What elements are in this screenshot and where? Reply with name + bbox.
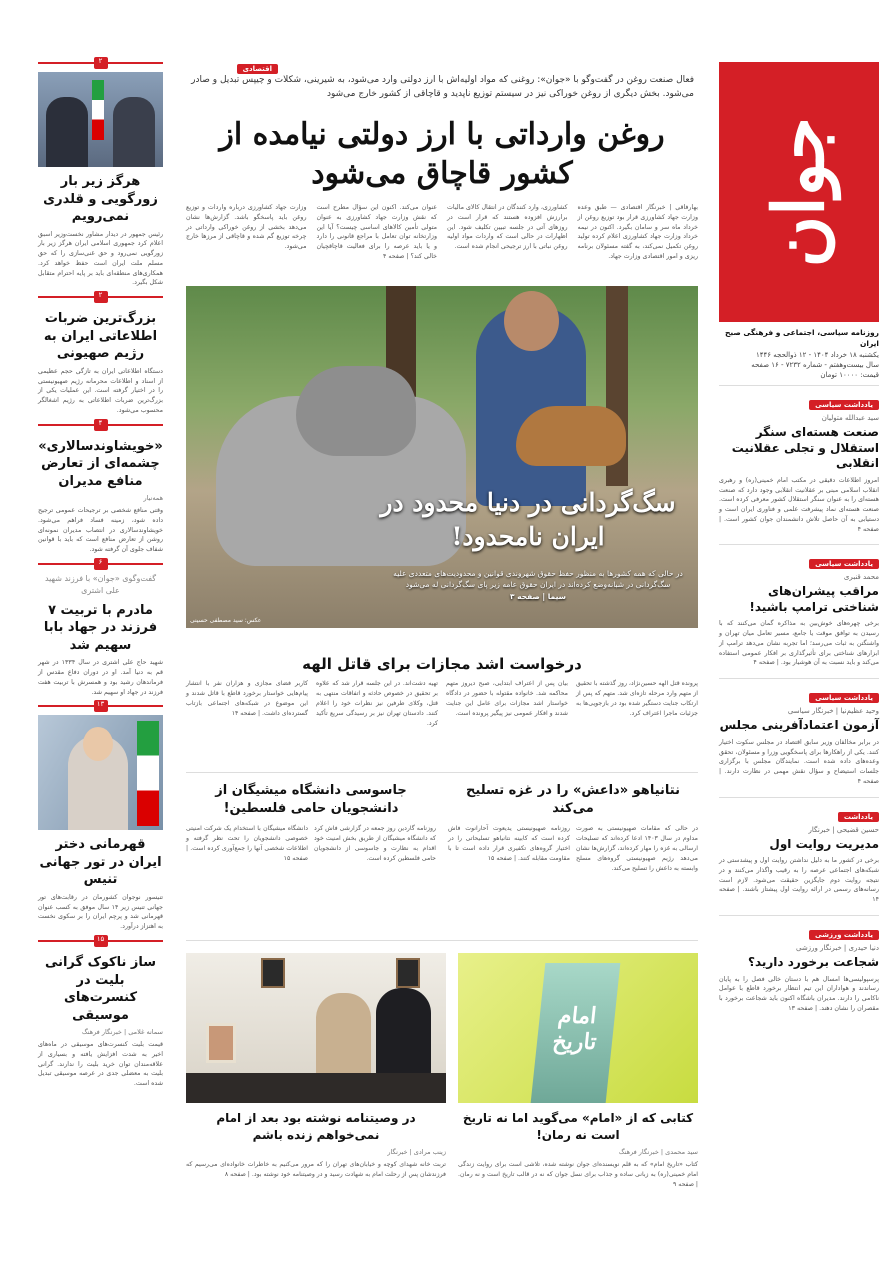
netanyahu-title[interactable]: نتانیاهو «داعش» را در غزه تسلیح می‌کند bbox=[466, 783, 680, 817]
left-story[interactable] bbox=[38, 291, 163, 415]
netanyahu-columns bbox=[448, 824, 698, 874]
left-story[interactable] bbox=[38, 557, 163, 697]
note-title[interactable]: شجاعت برخورد دارید؟ bbox=[748, 954, 879, 969]
note-author: حسین قضیحی | خبرنگار bbox=[808, 825, 879, 834]
will-story[interactable] bbox=[186, 1110, 446, 1180]
page-number-badge: ۱۵ bbox=[94, 935, 108, 947]
book-story-title[interactable]: کتابی که از «امام» می‌گوید اما نه تاریخ است نه رمان! bbox=[462, 1111, 694, 1143]
top-story-column: وزارت جهاد کشاورزی درباره واردات و توزیع روغن باید پاسخگو باشد. گزارش‌ها نشان می‌دهد بخشی از روغن خوراکی وارداتی در چرخه توزیع گم شده و قاچاقی از مرزها خارج می‌شود. bbox=[186, 204, 307, 250]
left-story-body: وقتی منافع شخصی بر ترجیحات عمومی ترجیح داده شود، زمینه فساد فراهم می‌شود. خویشاوندسالاری در انتصاب مدیران نمونه‌ای روشن از تعارض منافع است که باید با قوانین شفاف جلوی آن گرفته شود. bbox=[38, 507, 163, 554]
michigan-column: روزنامه گاردین روز جمعه در گزارشی فاش کرد که دانشگاه میشیگان از طریق بخش امنیت خود اقدام به نظارت و جاسوسی از دانشجویان حامی فلسطین کرده است. bbox=[314, 825, 436, 863]
left-story-title[interactable]: قهرمانی دختر ایران در تور جهانی تنیس bbox=[39, 837, 162, 888]
left-story-body: دستگاه اطلاعاتی ایران به تازگی حجم عظیمی از اسناد و اطلاعات محرمانه رژیم صهیونیستی را در اختیار گرفته است. این عملیات یکی از بزرگ‌ترین ضربات اطلاعاتی به رژیم اشغالگر محسوب می‌شود. bbox=[38, 367, 163, 414]
masthead-issue: سال بیست‌وهفتم - شماره ۷۲۳۲ - ۱۶ صفحه bbox=[751, 360, 879, 369]
page-number-badge: ۴ bbox=[94, 419, 108, 431]
family-photo[interactable] bbox=[186, 953, 446, 1103]
page-number-badge: ۲ bbox=[94, 57, 108, 69]
top-story-kicker: فعال صنعت روغن در گفت‌وگو با «جوان»: روغنی که مواد اولیه‌اش با ارز دولتی وارد می‌شود، به شیرینی، شکلات و چیپس تبدیل و صادر می‌شود. بخش دیگری از روغن خوراکی نیز در سیستم توزیع ناپدید و قاچاقی از کشور خارج می‌شود bbox=[191, 75, 694, 99]
note-tag: یادداشت سیاسی bbox=[809, 400, 879, 410]
left-story-body: رئیس جمهور در دیدار مشاور نخست‌وزیر اسبق اعلام کرد جمهوری اسلامی ایران هرگز زیر بار زورگویی نمی‌رود و حق غنی‌سازی را که حق مسلم ملت ایران است حفظ خواهد کرد. همکاری‌های منطقه‌ای باید بر پایه احترام متقابل شکل بگیرد. bbox=[38, 230, 163, 287]
left-story-title[interactable]: مادرم با تربیت ۷ فرزند در جهاد بابا سهیم شد bbox=[43, 602, 158, 653]
mid-story-column: کاربر فضای مجازی و هزاران نفر با انتشار پیام‌هایی خواستار برخورد قاطع با قاتل شدند و این موضوع در شبکه‌های اجتماعی بازتاب گسترده‌ای داشت. | صفحه ۱۴ bbox=[186, 680, 308, 717]
will-story-text: تربت خانه شهدای کوچه و خیابان‌های تهران را که مرور می‌کنیم به خاطرات خانواده‌ای می‌رسیم که فرزندشان پس از رحلت امام به شهادت رسید و در وصیتنامه خود نوشته بود. | صفحه ۸ bbox=[186, 1160, 446, 1178]
mid-story[interactable] bbox=[186, 655, 698, 729]
note-title[interactable]: مراقب پیشران‌های شناختی ترامپ باشید! bbox=[749, 584, 879, 614]
meeting-photo bbox=[38, 72, 163, 167]
left-story-title[interactable]: ساز ناکوک گرانی بلیت در کنسرت‌های موسیقی bbox=[44, 954, 157, 1023]
note-body: امروز اطلاعات دقیقی در مکتب امام خمینی(ره) و رهبری انقلاب اسلامی مبنی بر عقلانیت انقلابی وجود دارد که صنعت هسته‌ای را به عنوان سنگر استقلال کشور معرفی کرده است. صنعت هسته‌ای نماد پیشرفت علمی و فناوری ایران است و دستیابی به آن حاصل تلاش دانشمندان جوان کشور است. | صفحه ۴ bbox=[719, 476, 879, 533]
note-tag: یادداشت سیاسی bbox=[809, 693, 879, 703]
mid-story-column: تهیه دشت‌اند. در این جلسه قرار شد که علاوه بر تحقیق در خصوص حادثه و اتفاقات منتهی به قتل، وکلای طرفین نیز نظرات خود را اعلام کنند. دادستان تهران نیز بر رسیدگی سریع تأکید کرد. bbox=[316, 680, 438, 727]
page-number-badge: ۱۳ bbox=[94, 700, 108, 712]
top-story-column: عنوان می‌کند. اکنون این سؤال مطرح است که نقش وزارت جهاد کشاورزی به عنوان متولی تأمین کالاهای اساسی چیست؟ آیا این وزارتخانه توان تعامل با مراجع قانونی را دارد و یا باید عرصه را برای فعالیت قاچاقچیان خالی کند؟ | صفحه ۴ bbox=[316, 204, 437, 260]
divider bbox=[186, 772, 698, 773]
left-story-author: همه‌نیار bbox=[143, 494, 163, 503]
book-story-text: کتاب «تاریخ امام» که به قلم نویسنده‌ای جوان نوشته شده، تلاشی است برای روایت زندگی امام خمینی(ره) به زبانی ساده و جذاب برای نسل جوان که نه در قالب تاریخ است و نه رمان. | صفحه ۹ bbox=[458, 1160, 698, 1188]
note-title[interactable]: صنعت هسته‌ای سنگر استقلال و تجلی عقلانیت انقلابی bbox=[731, 425, 879, 471]
left-story[interactable] bbox=[38, 57, 163, 288]
hero-caption-text: در حالی که همه کشورها به منظور حفظ حقوق شهروندی قوانین و محدودیت‌های متعددی علیه سگ‌گردانی در شبانه‌وضع کرده‌اند در ایران حقوق عامه زیر پای سگ‌گردانی له می‌شود bbox=[393, 569, 683, 590]
left-story-title[interactable]: «خویشاوندسالاری» چشمه‌ای از تعارض منافع مدیران bbox=[38, 438, 163, 489]
left-story[interactable] bbox=[38, 700, 163, 932]
mid-story-title[interactable]: درخواست اشد مجازات برای قاتل الهه bbox=[302, 655, 582, 673]
divider bbox=[186, 940, 698, 941]
masthead-tagline: روزنامه سیاسی، اجتماعی و فرهنگی صبح ایران bbox=[725, 328, 879, 348]
left-story[interactable] bbox=[38, 934, 163, 1089]
masthead-info bbox=[719, 328, 879, 380]
netanyahu-story[interactable] bbox=[448, 782, 698, 874]
note-author: وحید عظیم‌نیا | خبرنگار سیاسی bbox=[787, 707, 879, 716]
top-story-column: بهارفاقی | خبرنگار اقتصادی — طبق وعده وزارت جهاد کشاورزی قرار بود توزیع روغن از خرداد ماه سر و سامان بگیرد. اکنون در نیمه خرداد وزارت جهاد کشاورزی اعلام کرده تولید روغن تکمیل نمی‌کند، به گفته مسئولان برنامه ریزی و امور اقتصادی وزارت جهاد. bbox=[577, 204, 698, 260]
note-author: سید عبدالله متولیان bbox=[821, 414, 879, 422]
page-number-badge: ۶ bbox=[94, 558, 108, 570]
michigan-title[interactable]: جاسوسی دانشگاه میشیگان از دانشجویان حامی فلسطین! bbox=[215, 783, 407, 817]
note-tag: یادداشت سیاسی bbox=[809, 559, 879, 569]
right-note[interactable] bbox=[719, 797, 879, 905]
note-author: محمد قنبری bbox=[843, 573, 879, 582]
masthead-date: یکشنبه ۱۸ خرداد ۱۴۰۴ - ۱۲ ذوالحجه ۱۴۴۶ bbox=[755, 350, 879, 359]
page-number-badge: ۲ bbox=[94, 291, 108, 303]
top-story[interactable] bbox=[186, 62, 698, 262]
left-story[interactable] bbox=[38, 418, 163, 555]
michigan-columns bbox=[186, 824, 436, 864]
netanyahu-column: روزنامه صهیونیستی یدیعوت آحارانوت فاش کرده است که کابینه نتانیاهو تسلیحاتی را در اختیار گروه‌های تکفیری قرار داده است تا با مقاومت مقابله کنند. | صفحه ۱۵ bbox=[448, 825, 570, 863]
hero-caption bbox=[388, 568, 688, 602]
michigan-column: دانشگاه میشیگان با استخدام یک شرکت امنیتی خصوصی دانشجویان را تحت نظر گرفته و اطلاعات شخصی آنها را جمع‌آوری کرده است. | صفحه ۱۵ bbox=[186, 825, 308, 863]
note-body: برخی در کشور ما به دلیل نداشتن روایت اول و پیشدستی در شبکه‌های اجتماعی عرصه را به رقیب واگذار می‌کنند و در نتیجه روایت دوم جایگزین حقیقت می‌شود. لازم است رسانه‌های رسمی در ارائه روایت اول پیشتاز باشند. | صفحه ۱۴ bbox=[719, 857, 879, 904]
note-tag: یادداشت bbox=[838, 812, 879, 822]
right-note[interactable] bbox=[719, 385, 879, 534]
right-note[interactable] bbox=[719, 915, 879, 1014]
note-body: پرسپولیسی‌ها امسال هم با دستان خالی فصل را به پایان رساندند و هواداران این تیم انتظار برخورد قاطع با عوامل ناکامی را دارند. مدیران باشگاه اکنون باید شجاعت برخورد با مقصران را نشان دهند. | صفحه ۱۳ bbox=[719, 975, 879, 1012]
right-column bbox=[719, 385, 879, 1024]
note-tag: یادداشت ورزشی bbox=[809, 930, 879, 940]
hero-headline[interactable]: سگ‌گردانی در دنیا محدود در ایران نامحدود! bbox=[380, 488, 676, 551]
book-story-body bbox=[458, 1160, 698, 1190]
left-story-title[interactable]: هرگز زیر بار زورگویی و قلدری نمی‌رویم bbox=[43, 174, 158, 225]
note-author: دنیا حیدری | خبرنگار ورزشی bbox=[795, 943, 879, 952]
right-note[interactable] bbox=[719, 544, 879, 668]
left-column bbox=[38, 57, 163, 1097]
will-story-byline: زینب مرادی | خبرنگار bbox=[387, 1147, 446, 1156]
top-story-column: کشاورزی، وارد کنندگان در انتقال کالای مالیات برارزش افزوده هستند که قرار است در روزهای آتی در جلسه تبیین تکلیف شود. این اظهارات در حالی است که واردات مواد اولیه روغن نباتی با ارز ترجیحی انجام شده است. bbox=[447, 204, 568, 250]
top-story-headline[interactable]: روغن وارداتی با ارز دولتی نیامده از کشور قاچاق می‌شود bbox=[219, 117, 665, 191]
note-body: در برابر مخالفان وزیر سابق اقتصاد در مجلس سکوت اختیار کنند. یکی از راهکارها برای پاسخگویی وزرا و مسئولان، تحقق وعده‌های داده شده است. نمایندگان مجلس با برگزاری جلسات استیضاح و سؤال نقش مهمی در نظارت دارند. | صفحه ۴ bbox=[719, 738, 879, 785]
book-cover-text: امام تاریخ bbox=[551, 1003, 598, 1055]
michigan-story[interactable] bbox=[186, 782, 436, 864]
left-story-author: سمانه غلامی | خبرنگار فرهنگ bbox=[81, 1028, 163, 1037]
top-story-tag: اقتصادی bbox=[237, 64, 278, 74]
note-body: برخی چهره‌های خوش‌بین به مذاکره گمان می‌کنند که با رسیدن به توافق موقت یا جامع، مسیر تعامل میان تهران و واشنگتن به ثبات می‌رسد؛ اما تجربه نشان می‌دهد ترامپ از ابزارهای شناختی برای تأثیرگذاری بر افکار عمومی استفاده می‌کند و باید نسبت به آن هوشیار بود. | صفحه ۴ bbox=[719, 620, 879, 667]
will-story-body bbox=[186, 1160, 446, 1180]
right-note[interactable] bbox=[719, 678, 879, 786]
photo-credit: عکس: سید مصطفی حسینی bbox=[190, 617, 262, 624]
left-story-body: تنیسور نوجوان کشورمان در رقابت‌های تور جهانی تنیس زیر ۱۴ سال موفق به کسب عنوان قهرمانی شد و پرچم ایران را بر سکوی نخست به اهتزاز درآورد. bbox=[38, 893, 163, 931]
note-title[interactable]: آزمون اعتمادآفرینی مجلس bbox=[719, 718, 879, 733]
book-cover-image[interactable] bbox=[458, 953, 698, 1103]
mid-story-columns bbox=[186, 679, 698, 729]
mid-story-column: پرونده قتل الهه حسین‌نژاد، روز گذشته با تحقیق از متهم وارد مرحله تازه‌ای شد. متهم که پس از ارتکاب جنایت دستگیر شده بود در بازجویی‌ها به جزئیات ماجرا اعتراف کرد. bbox=[576, 680, 698, 717]
will-story-title[interactable]: در وصیتنامه نوشته بود بعد از امام نمی‌خواهم زنده باشم bbox=[216, 1111, 416, 1143]
left-story-title[interactable]: بزرگ‌ترین ضربات اطلاعاتی ایران به رژیم صهیونی bbox=[43, 311, 158, 362]
top-story-columns bbox=[186, 203, 698, 262]
masthead-logo: جوان bbox=[719, 62, 879, 322]
note-title[interactable]: مدیریت روایت اول bbox=[769, 836, 879, 851]
masthead-price: قیمت: ۱۰۰۰۰ تومان bbox=[820, 371, 879, 380]
left-story-kicker: گفت‌وگوی «جوان» با فرزند شهید علی اشتری bbox=[44, 573, 157, 596]
book-story[interactable] bbox=[458, 1110, 698, 1190]
tennis-player-photo bbox=[38, 715, 163, 830]
hero-photo[interactable] bbox=[186, 286, 698, 628]
left-story-body: شهید حاج علی اشتری در سال ۱۳۳۴ در شهر قم به دنیا آمد. او در دوران دفاع مقدس از فرماندهان رشید بود و همسرش با تربیت هفت فرزند در جهاد او سهیم شد. bbox=[38, 659, 163, 696]
netanyahu-column: در حالی که مقامات صهیونیستی به صورت مداوم در سال ۱۴۰۳ ادعا کرده‌اند که تسلیحات ارسالی به غزه را مهار کرده‌اند، گزارش‌ها نشان می‌دهد رژیم صهیونیستی گروه‌های مسلح وابسته به داعش را تسلیح می‌کند. bbox=[576, 825, 698, 873]
hero-caption-ref: سیما | صفحه ۳ bbox=[509, 591, 567, 601]
mid-story-column: بیان پس از اعتراف ابتدایی، صبح دیروز متهم محاکمه شد. خانواده مقتوله با حضور در دادگاه خواستار اشد مجازات برای عامل این جنایت شدند و افکار عمومی نیز پیگیر پرونده است. bbox=[446, 680, 568, 717]
book-story-byline: سید محمدی | خبرنگار فرهنگ bbox=[618, 1147, 698, 1156]
left-story-body: قیمت بلیت کنسرت‌های موسیقی در ماه‌های اخیر به شدت افزایش یافته و بسیاری از علاقه‌مندان توان خرید بلیت را ندارند. گرانی بلیت به معضلی جدی در عرصه موسیقی تبدیل شده است. bbox=[38, 1041, 163, 1088]
